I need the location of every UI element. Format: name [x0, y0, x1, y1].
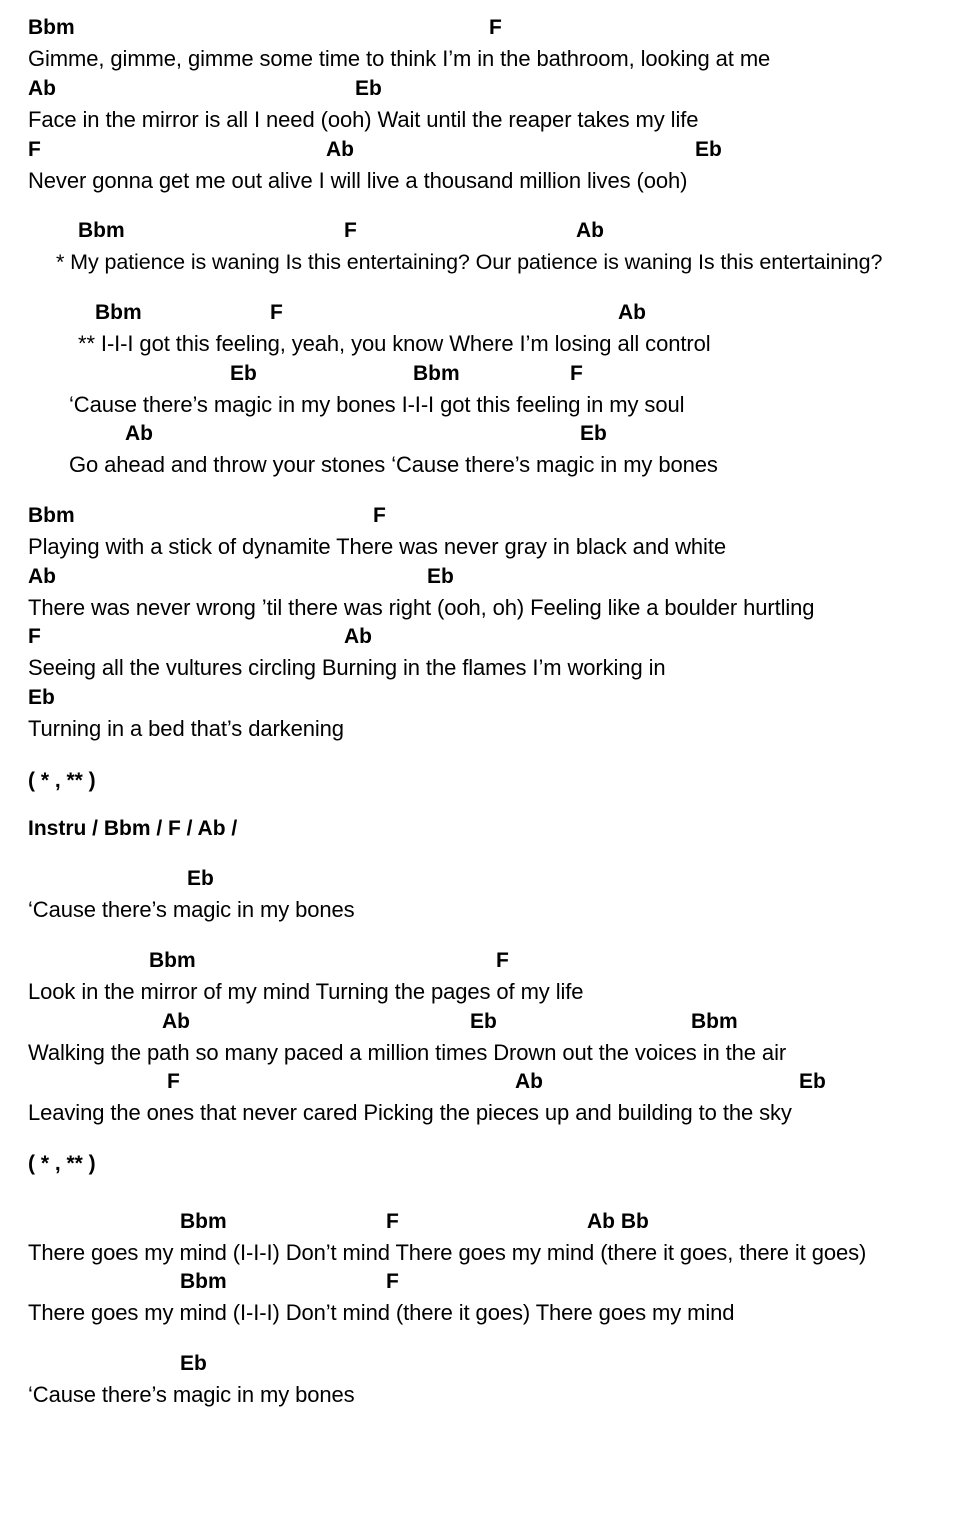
lyric-line: There goes my mind (I-I-I) Don’t mind There goes my mind (there it goes, there it goes): [28, 1240, 867, 1265]
chord: Ab: [162, 1010, 190, 1033]
chord: Ab Bb: [587, 1210, 649, 1233]
chord: Ab: [618, 301, 646, 324]
chord: Bbm: [180, 1270, 227, 1293]
chord: Ab: [28, 77, 56, 100]
chord: F: [386, 1210, 399, 1233]
chord: F: [489, 16, 502, 39]
chord: F: [344, 219, 357, 242]
chord: Ab: [28, 565, 56, 588]
chord: Eb: [230, 362, 257, 385]
lyric-line: Go ahead and throw your stones ‘Cause there’s magic in my bones: [69, 452, 718, 477]
chord: Ab: [344, 625, 372, 648]
chord: Ab: [576, 219, 604, 242]
chord: Ab: [515, 1070, 543, 1093]
chord: Eb: [580, 422, 607, 445]
lyric-line: ‘Cause there’s magic in my bones: [28, 1382, 355, 1407]
lyric-line: ** I-I-I got this feeling, yeah, you know Where I’m losing all control: [78, 331, 711, 356]
lyric-line: Look in the mirror of my mind Turning the pages of my life: [28, 979, 584, 1004]
lyric-line: ‘Cause there’s magic in my bones I-I-I got this feeling in my soul: [69, 392, 685, 417]
chord: F: [386, 1270, 399, 1293]
lyric-line: Leaving the ones that never cared Picking the pieces up and building to the sky: [28, 1100, 792, 1125]
chord: Eb: [799, 1070, 826, 1093]
chord: F: [373, 504, 386, 527]
chord: Bbm: [78, 219, 125, 242]
chord: Ab: [326, 138, 354, 161]
chord: Bbm: [413, 362, 460, 385]
chord: Eb: [355, 77, 382, 100]
lyric-line: Gimme, gimme, gimme some time to think I’m in the bathroom, looking at me: [28, 46, 771, 71]
chord: Eb: [28, 686, 55, 709]
lyric-line: There goes my mind (I-I-I) Don’t mind (there it goes) There goes my mind: [28, 1300, 735, 1325]
lyric-line: Playing with a stick of dynamite There was never gray in black and white: [28, 534, 726, 559]
chord: Bbm: [28, 16, 75, 39]
lyric-line: * My patience is waning Is this entertaining? Our patience is waning Is this entertaining?: [56, 250, 883, 274]
chord: Bbm: [28, 504, 75, 527]
chord: Bbm: [180, 1210, 227, 1233]
lyric-line: Walking the path so many paced a million times Drown out the voices in the air: [28, 1040, 787, 1065]
chord: Eb: [187, 867, 214, 890]
chord: F: [270, 301, 283, 324]
chord: Bbm: [149, 949, 196, 972]
chord: Eb: [470, 1010, 497, 1033]
lyric-line: Never gonna get me out alive I will live a thousand million lives (ooh): [28, 168, 688, 193]
instrumental-line: Instru / Bbm / F / Ab /: [28, 817, 238, 840]
chord: Bbm: [691, 1010, 738, 1033]
chord: F: [167, 1070, 180, 1093]
lyric-line: Face in the mirror is all I need (ooh) Wait until the reaper takes my life: [28, 107, 699, 132]
chord: Eb: [427, 565, 454, 588]
repeat-marker: ( * , ** ): [28, 769, 96, 792]
chord: Ab: [125, 422, 153, 445]
lyric-line: Seeing all the vultures circling Burning in the flames I’m working in: [28, 655, 666, 680]
lyric-line: There was never wrong ’til there was right (ooh, oh) Feeling like a boulder hurtling: [28, 595, 815, 620]
chord: Bbm: [95, 301, 142, 324]
chord: F: [28, 138, 41, 161]
lyric-line: Turning in a bed that’s darkening: [28, 716, 344, 741]
chord: F: [496, 949, 509, 972]
repeat-marker: ( * , ** ): [28, 1152, 96, 1175]
chord: Eb: [180, 1352, 207, 1375]
chord: F: [570, 362, 583, 385]
chord: Eb: [695, 138, 722, 161]
chord: F: [28, 625, 41, 648]
lyric-line: ‘Cause there’s magic in my bones: [28, 897, 355, 922]
